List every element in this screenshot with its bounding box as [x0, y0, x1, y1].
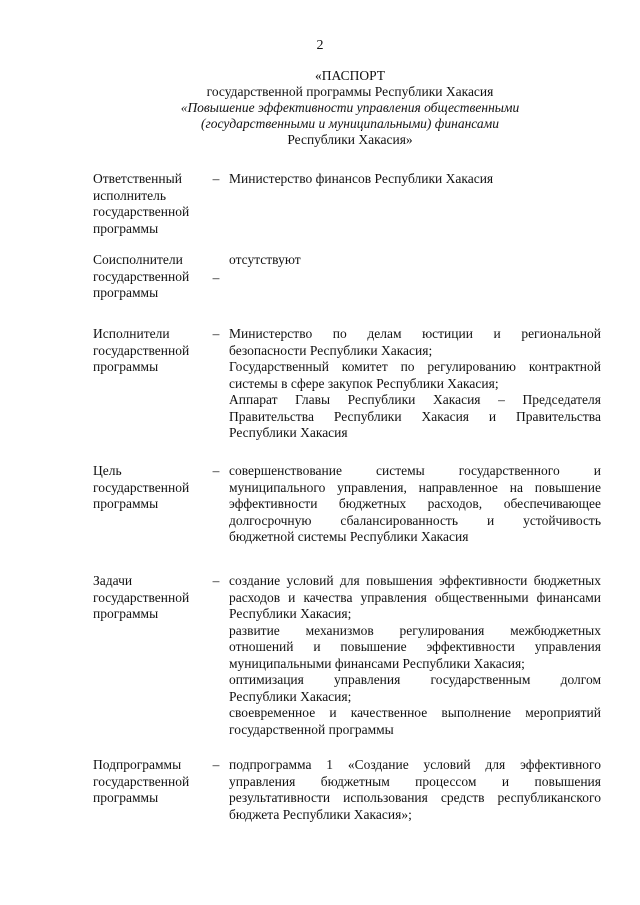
row-label: Задачи государственной программы — [93, 573, 190, 621]
row-value: Министерство финансов Республики Хакасия — [229, 171, 494, 186]
header-program-name-2: (государственными и муниципальными) финансами — [200, 116, 500, 131]
row-dash: – — [212, 326, 220, 341]
row-dash: – — [212, 270, 220, 285]
row-label: Исполнители государственной программы — [93, 326, 190, 374]
row-dash: – — [212, 463, 220, 478]
row-dash: – — [212, 757, 220, 772]
header-program-name-1: «Повышение эффективности управления общественными — [180, 100, 520, 115]
header-program-name-3: Республики Хакасия» — [287, 132, 413, 147]
page-number: 2 — [316, 38, 324, 53]
row-label: Соисполнители государственной программы — [93, 252, 190, 300]
row-dash: – — [212, 171, 220, 186]
row-value: отсутствуют — [229, 252, 301, 267]
header-title: «ПАСПОРТ — [315, 68, 385, 83]
row-value: создание условий для повышения эффективности бюджетных расходов и качества управления общественными финансами Республики Хакасия; развитие механизмов регулирования межбюджетных отношений и повышение эффективности управления муниципальными финансами Республики Хакасия; оптимизация управления государственным долгом Республики Хакасия; своевременное и качественное выполнение мероприятий государственной программы — [229, 573, 601, 737]
passport-header — [140, 68, 560, 148]
row-value: подпрограмма 1 «Создание условий для эффективного управления бюджетным процессом и повышения результативности использования средств республиканского бюджета Республики Хакасия»; — [229, 757, 601, 822]
row-dash: – — [212, 573, 220, 588]
row-label: Ответственный исполнитель государственной программы — [93, 171, 190, 236]
row-value: Министерство по делам юстиции и региональной безопасности Республики Хакасия; Государственный комитет по регулированию контрактной системы в сфере закупок Республики Хакасия; Аппарат Главы Республики Хакасия – Председателя Правительства Республики Хакасия и Правительства Республики Хакасия — [229, 326, 601, 440]
row-value: совершенствование системы государственного и муниципального управления, направленное на повышение эффективности бюджетных расходов, обеспечивающее долгосрочную сбалансированность и устойчивость бюджетной системы Республики Хакасия — [229, 463, 601, 544]
header-subtitle: государственной программы Республики Хакасия — [206, 84, 494, 99]
row-label: Цель государственной программы — [93, 463, 190, 511]
row-label: Подпрограммы государственной программы — [93, 757, 190, 805]
